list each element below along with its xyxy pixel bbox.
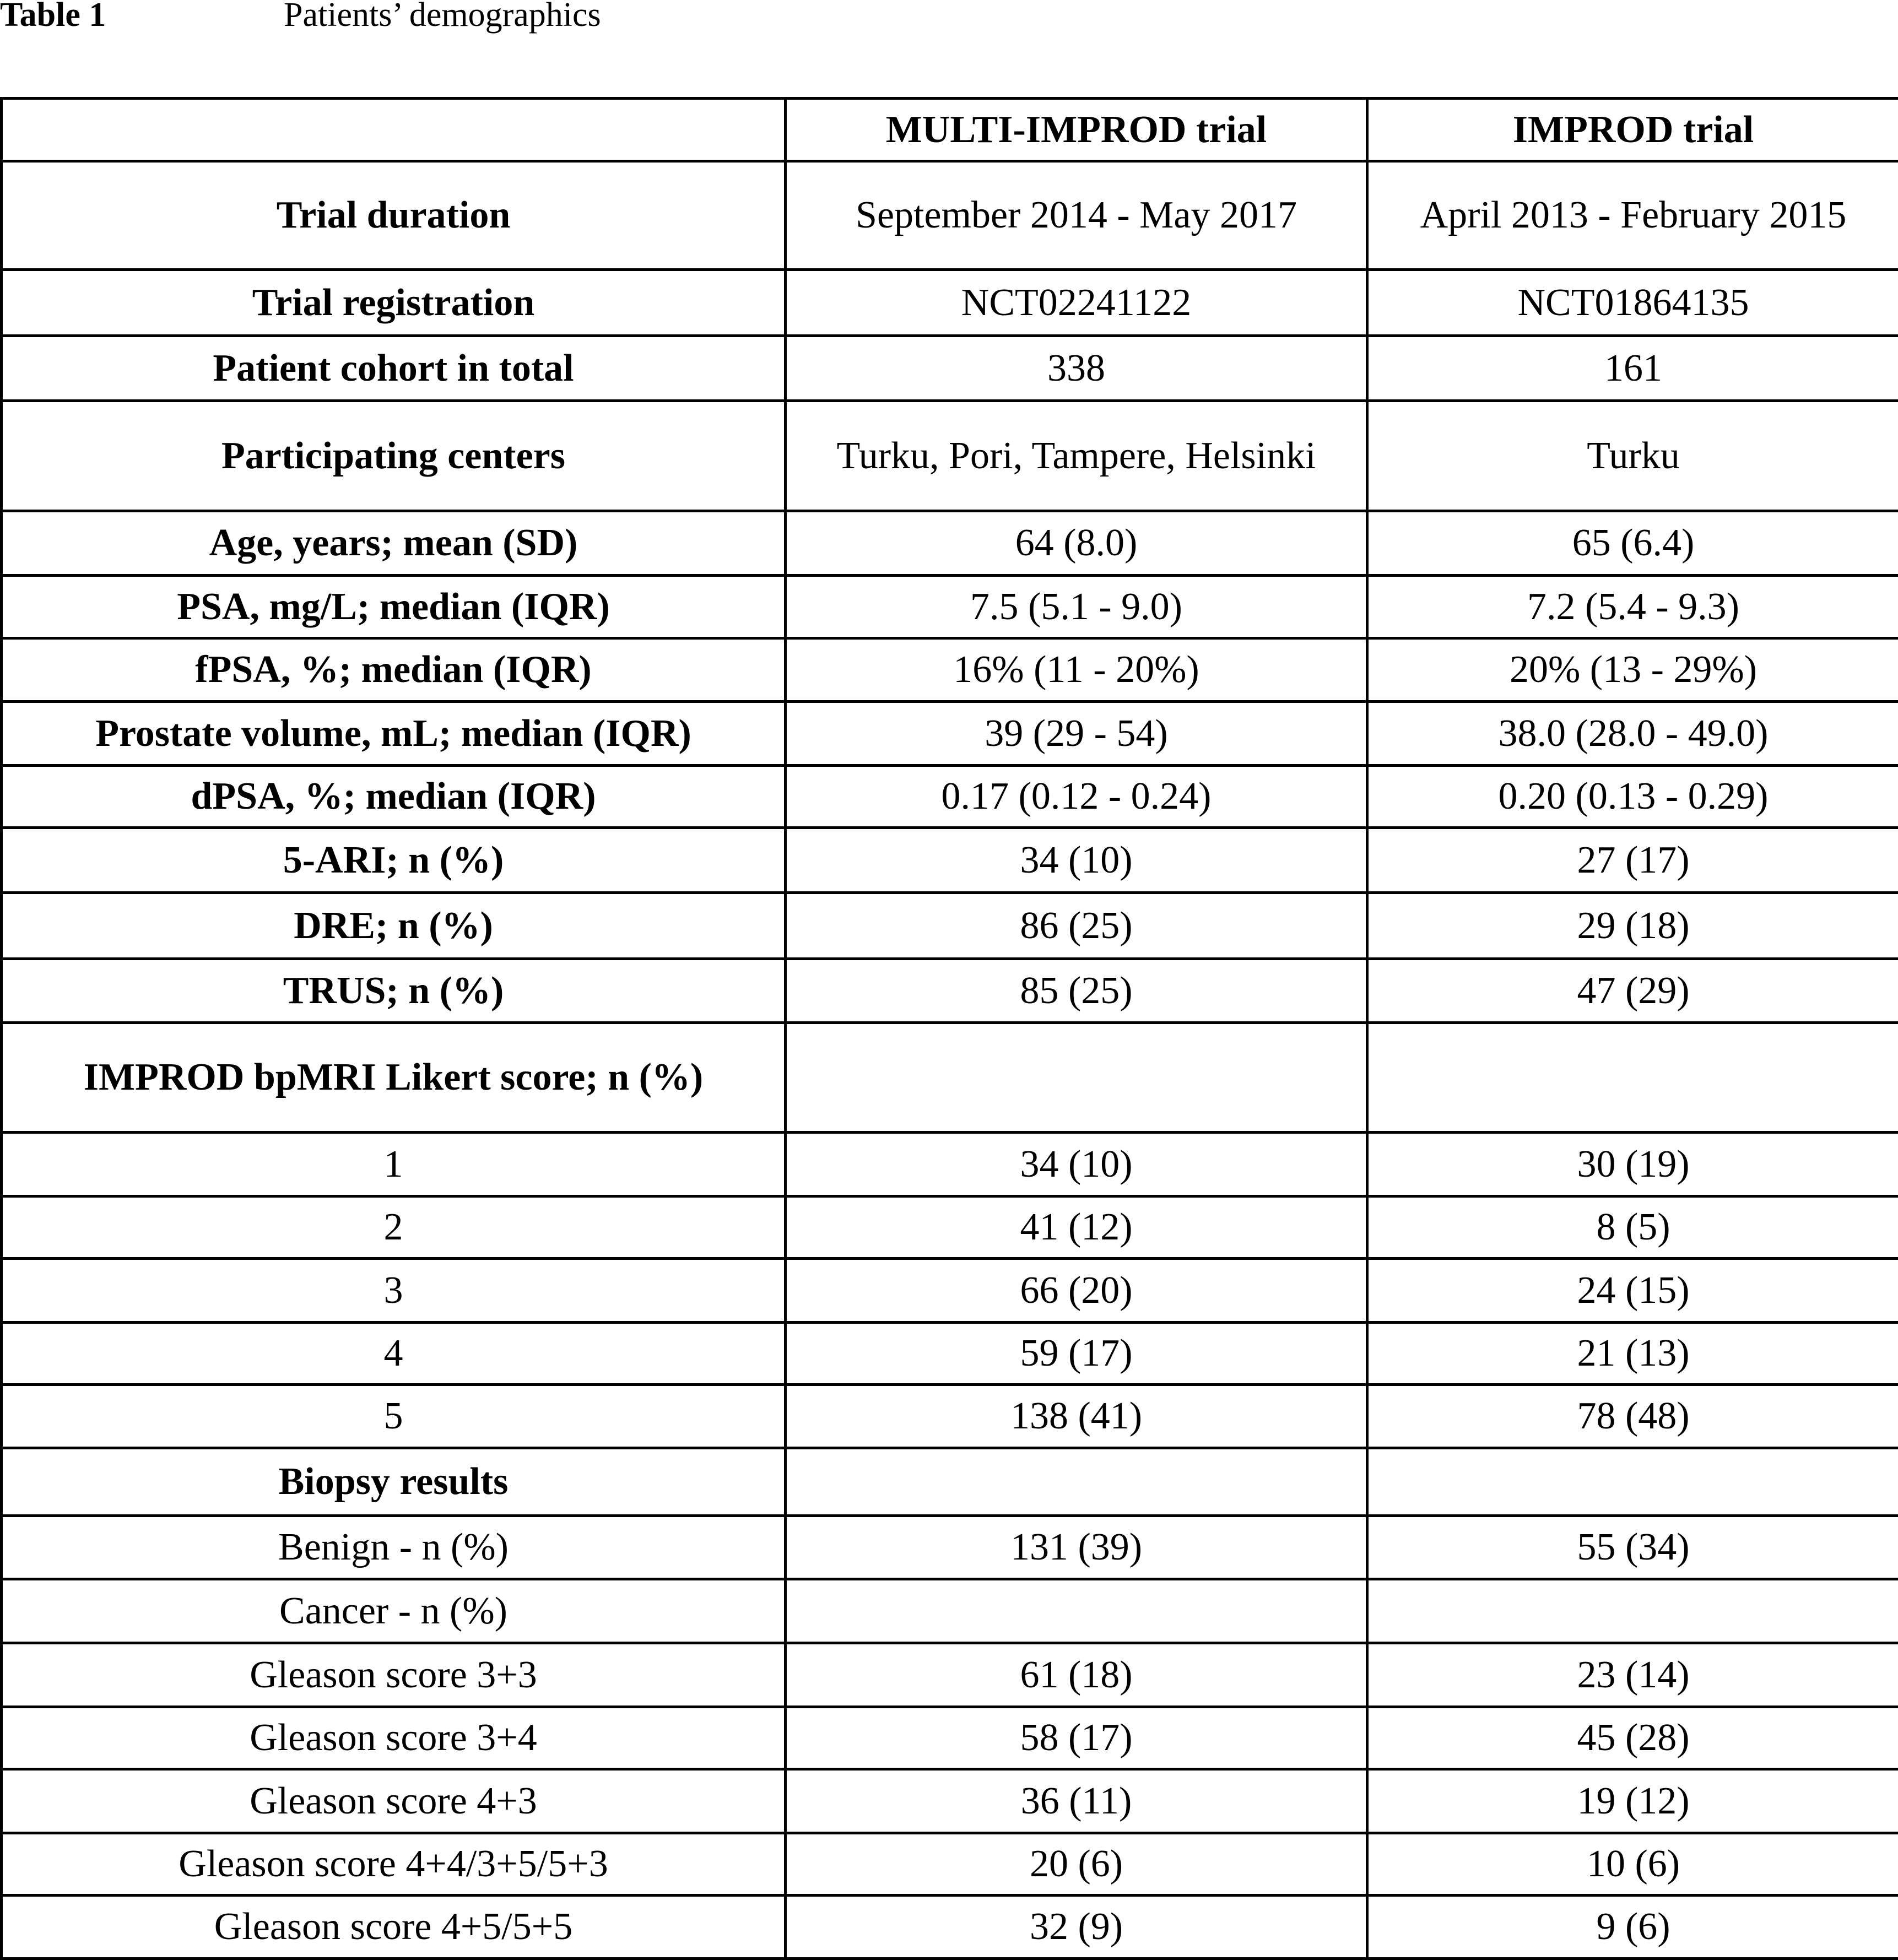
table-row [2, 1707, 1898, 1769]
multi-improd-value: 36 (11) [786, 1769, 1367, 1833]
row-label: 5 [2, 1385, 786, 1448]
improd-value: 19 (12) [1367, 1769, 1898, 1833]
improd-value: 38.0 (28.0 - 49.0) [1367, 702, 1898, 766]
row-label: 4 [2, 1323, 786, 1385]
improd-value: 21 (13) [1367, 1323, 1898, 1385]
row-label: Participating centers [2, 401, 786, 511]
improd-value [1367, 1023, 1898, 1133]
row-label: 1 [2, 1133, 786, 1196]
table-title: Patients’ demographics [284, 0, 601, 32]
multi-improd-value: 39 (29 - 54) [786, 702, 1367, 766]
improd-value: 0.20 (0.13 - 0.29) [1367, 766, 1898, 828]
row-label: Gleason score 4+3 [2, 1769, 786, 1833]
table-row [2, 1833, 1898, 1896]
table-row [2, 1448, 1898, 1516]
row-label: 2 [2, 1196, 786, 1259]
improd-value: April 2013 - February 2015 [1367, 161, 1898, 270]
table-row [2, 576, 1898, 638]
row-label: TRUS; n (%) [2, 959, 786, 1023]
table-row [2, 401, 1898, 511]
row-label: Cancer - n (%) [2, 1579, 786, 1643]
row-label: 3 [2, 1259, 786, 1323]
improd-value: 24 (15) [1367, 1259, 1898, 1323]
multi-improd-value: 34 (10) [786, 828, 1367, 893]
improd-value: NCT01864135 [1367, 270, 1898, 336]
row-label: Patient cohort in total [2, 336, 786, 401]
table-row [2, 336, 1898, 401]
table-row [2, 1023, 1898, 1133]
demographics-table [0, 97, 1898, 1960]
improd-value [1367, 1448, 1898, 1516]
multi-improd-value: 66 (20) [786, 1259, 1367, 1323]
multi-improd-value: 16% (11 - 20%) [786, 638, 1367, 702]
improd-value: 45 (28) [1367, 1707, 1898, 1769]
row-label: Gleason score 4+4/3+5/5+3 [2, 1833, 786, 1896]
header-improd: IMPROD trial [1367, 99, 1898, 161]
table-row [2, 511, 1898, 576]
improd-value: 9 (6) [1367, 1896, 1898, 1959]
table-row [2, 959, 1898, 1023]
multi-improd-value: 58 (17) [786, 1707, 1367, 1769]
table-row [2, 1579, 1898, 1643]
multi-improd-value [786, 1448, 1367, 1516]
improd-value: 65 (6.4) [1367, 511, 1898, 576]
multi-improd-value: 338 [786, 336, 1367, 401]
table-row [2, 1769, 1898, 1833]
multi-improd-value: 0.17 (0.12 - 0.24) [786, 766, 1367, 828]
row-label: dPSA, %; median (IQR) [2, 766, 786, 828]
improd-value: 30 (19) [1367, 1133, 1898, 1196]
row-label: Benign - n (%) [2, 1516, 786, 1579]
row-label: Gleason score 3+3 [2, 1643, 786, 1707]
table-row [2, 893, 1898, 959]
row-label: PSA, mg/L; median (IQR) [2, 576, 786, 638]
row-label: Gleason score 3+4 [2, 1707, 786, 1769]
improd-value: 7.2 (5.4 - 9.3) [1367, 576, 1898, 638]
improd-value: 55 (34) [1367, 1516, 1898, 1579]
row-label: fPSA, %; median (IQR) [2, 638, 786, 702]
table-row [2, 1196, 1898, 1259]
multi-improd-value: 85 (25) [786, 959, 1367, 1023]
improd-value: Turku [1367, 401, 1898, 511]
multi-improd-value: 20 (6) [786, 1833, 1367, 1896]
multi-improd-value: 7.5 (5.1 - 9.0) [786, 576, 1367, 638]
row-label: Trial duration [2, 161, 786, 270]
multi-improd-value: 41 (12) [786, 1196, 1367, 1259]
multi-improd-value: Turku, Pori, Tampere, Helsinki [786, 401, 1367, 511]
header-multi-improd: MULTI-IMPROD trial [786, 99, 1367, 161]
header-cell-empty [2, 99, 786, 161]
improd-value: 47 (29) [1367, 959, 1898, 1023]
table-row [2, 1643, 1898, 1707]
table-row [2, 1385, 1898, 1448]
improd-value: 8 (5) [1367, 1196, 1898, 1259]
header-row [2, 99, 1898, 161]
table-row [2, 1323, 1898, 1385]
table-row [2, 1133, 1898, 1196]
row-label: Age, years; mean (SD) [2, 511, 786, 576]
multi-improd-value: 61 (18) [786, 1643, 1367, 1707]
row-label: Biopsy results [2, 1448, 786, 1516]
multi-improd-value [786, 1023, 1367, 1133]
multi-improd-value: 59 (17) [786, 1323, 1367, 1385]
multi-improd-value: 86 (25) [786, 893, 1367, 959]
multi-improd-value: 131 (39) [786, 1516, 1367, 1579]
multi-improd-value: 32 (9) [786, 1896, 1367, 1959]
table-row [2, 766, 1898, 828]
table-row [2, 638, 1898, 702]
multi-improd-value: NCT02241122 [786, 270, 1367, 336]
row-label: Prostate volume, mL; median (IQR) [2, 702, 786, 766]
table-row [2, 828, 1898, 893]
improd-value: 161 [1367, 336, 1898, 401]
table-number: Table 1 [0, 0, 106, 32]
table-row [2, 1896, 1898, 1959]
multi-improd-value: 64 (8.0) [786, 511, 1367, 576]
row-label: IMPROD bpMRI Likert score; n (%) [2, 1023, 786, 1133]
row-label: Trial registration [2, 270, 786, 336]
improd-value: 27 (17) [1367, 828, 1898, 893]
row-label: Gleason score 4+5/5+5 [2, 1896, 786, 1959]
improd-value: 23 (14) [1367, 1643, 1898, 1707]
improd-value: 10 (6) [1367, 1833, 1898, 1896]
improd-value: 20% (13 - 29%) [1367, 638, 1898, 702]
table-caption [0, 0, 1898, 39]
table-row [2, 702, 1898, 766]
multi-improd-value: September 2014 - May 2017 [786, 161, 1367, 270]
improd-value: 78 (48) [1367, 1385, 1898, 1448]
multi-improd-value: 34 (10) [786, 1133, 1367, 1196]
improd-value [1367, 1579, 1898, 1643]
table-row [2, 270, 1898, 336]
table-row [2, 161, 1898, 270]
row-label: 5-ARI; n (%) [2, 828, 786, 893]
multi-improd-value: 138 (41) [786, 1385, 1367, 1448]
table-row [2, 1259, 1898, 1323]
improd-value: 29 (18) [1367, 893, 1898, 959]
table-row [2, 1516, 1898, 1579]
multi-improd-value [786, 1579, 1367, 1643]
row-label: DRE; n (%) [2, 893, 786, 959]
